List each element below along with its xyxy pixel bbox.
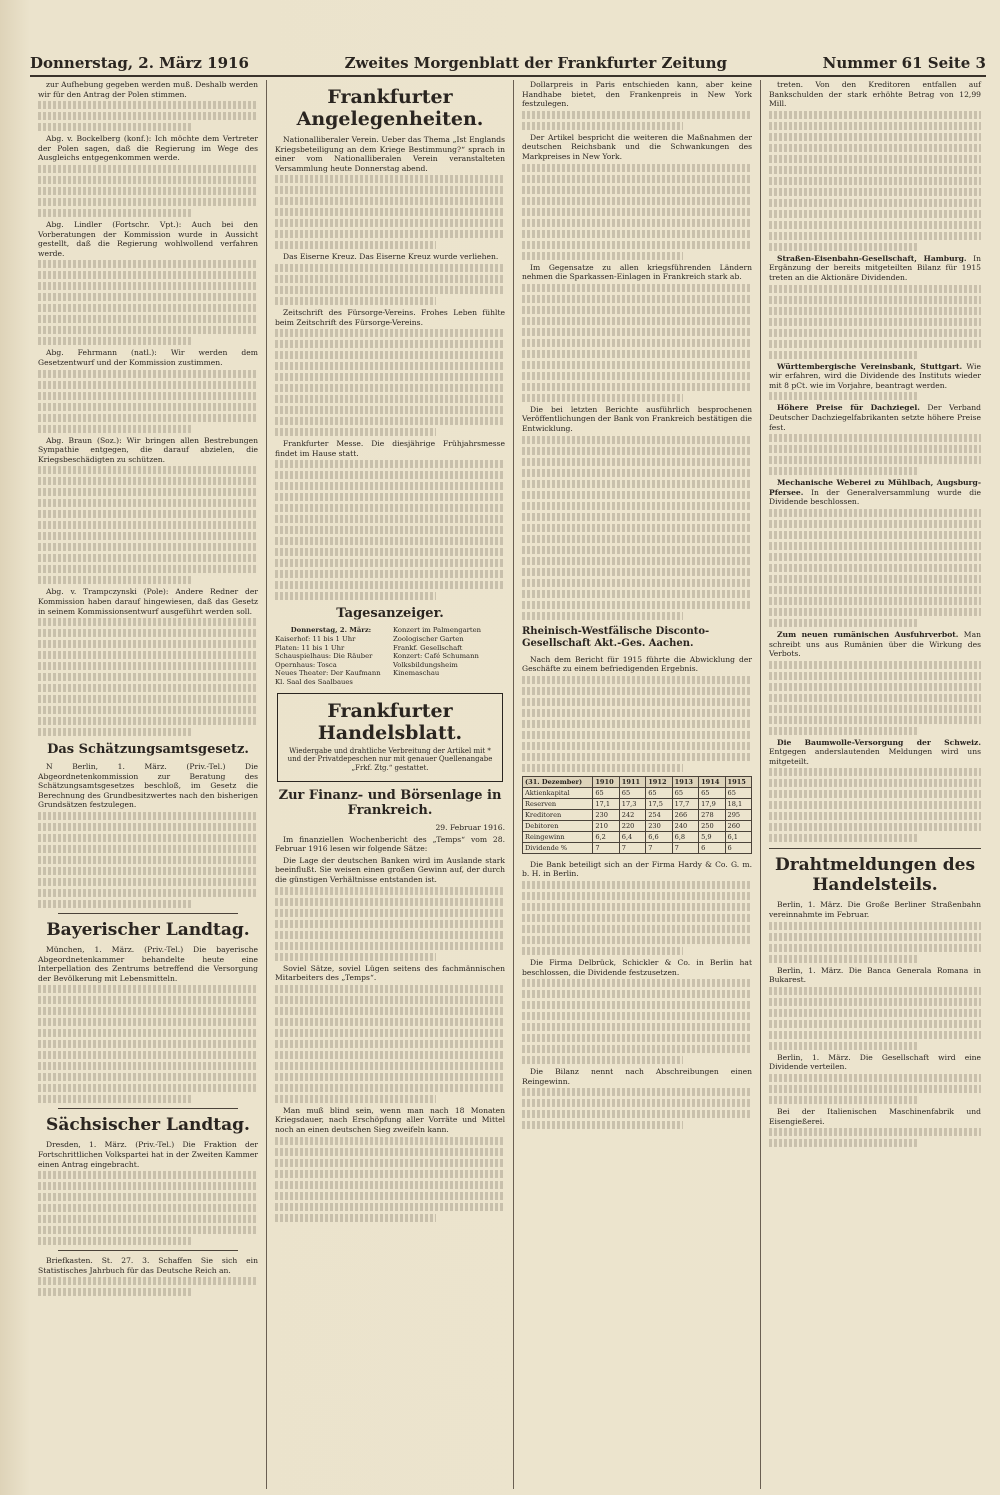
article-text: Abg. Fehrmann (natl.): Wir werden dem Gesetzentwurf und der Kommission zustimmen. <box>38 348 258 367</box>
item-heading: Die Baumwolle-Versorgung der Schweiz. <box>777 737 981 747</box>
table-cell: 230 <box>646 820 672 831</box>
article-text: Im Gegensatze zu allen kriegsführenden Ländern nehmen die Sparkassen-Einlagen in Frankreich stark ab. <box>522 262 752 282</box>
table-cell: 266 <box>672 809 698 820</box>
letterbox-text: Briefkasten. St. 27. 3. Schaffen Sie sich ein Statistisches Jahrbuch für das Deutsche Reich an. <box>38 1256 258 1275</box>
article-text: Abg. v. Bockelberg (konf.): Ich möchte dem Vertreter der Polen sagen, daß die Regierung im Wege des Ausgleichs entgegenkommen werde. <box>38 134 258 163</box>
listing-item: Konzert: Café Schumann <box>393 652 479 661</box>
table-header: 1914 <box>699 776 725 787</box>
table-cell: Reingewinn <box>523 831 593 842</box>
article-text: Im finanziellen Wochenbericht des „Temps“ vom 28. Februar 1916 lesen wir folgende Sätze: <box>275 834 505 854</box>
table-cell: Aktienkapital <box>523 787 593 798</box>
table-cell: 65 <box>646 787 672 798</box>
section-heading: Das Schätzungsamtsgesetz. <box>47 742 249 758</box>
table-row <box>523 798 752 809</box>
section-heading: Tagesanzeiger. <box>336 606 444 622</box>
article-text: Dollarpreis in Paris entschieden kann, aber keine Handhabe bietet, den Frankenpreis in New York festzulegen. <box>522 80 752 109</box>
table-cell: 65 <box>725 787 751 798</box>
item-heading: Straßen-Eisenbahn-Gesellschaft, Hamburg. <box>777 253 967 263</box>
section-heading: Sächsischer Landtag. <box>46 1115 250 1136</box>
table-row <box>523 820 752 831</box>
table-cell: 6 <box>699 842 725 853</box>
item-heading: Württembergische Vereinsbank, Stuttgart. <box>777 361 963 371</box>
handelsblatt-box <box>277 693 503 783</box>
wire-text: Berlin, 1. März. Die Banca Generala Romana in Bukarest. <box>769 965 981 985</box>
table-cell: 220 <box>619 820 645 831</box>
masthead-title: Zweites Morgenblatt der Frankfurter Zeitung <box>344 54 727 72</box>
table-cell: 65 <box>672 787 698 798</box>
section-heading: Drahtmeldungen des Handelsteils. <box>774 855 976 896</box>
table-header-row <box>523 776 752 787</box>
dateline: 29. Februar 1916. <box>435 823 505 832</box>
article-text: Die Bank beteiligt sich an der Firma Hardy & Co. G. m. b. H. in Berlin. <box>522 859 752 879</box>
article-text: Die Lage der deutschen Banken wird im Auslande stark beeinflußt. Sie weisen einen großen Gewinn auf, der durch die günstigen Verhältnisse entstanden ist. <box>275 855 505 884</box>
listing-item: Neues Theater: Der Kaufmann <box>275 669 381 678</box>
table-cell: 17,1 <box>593 798 619 809</box>
table-cell: 17,7 <box>672 798 698 809</box>
table-cell: 6,2 <box>593 831 619 842</box>
table-cell: 65 <box>619 787 645 798</box>
table-cell: 6,6 <box>646 831 672 842</box>
item-heading: Höhere Preise für Dachziegel. <box>777 403 920 413</box>
table-cell: Reserven <box>523 798 593 809</box>
table-cell: 17,9 <box>699 798 725 809</box>
article-text: Soviel Sätze, soviel Lügen seitens des fachmännischen Mitarbeiters des „Temps“. <box>275 963 505 983</box>
article-text: München, 1. März. (Priv.-Tel.) Die bayerische Abgeordnetenkammer behandelte heute eine Interpellation des Zentrums betreffend die Versorgung der Bevölkerung mit Lebensmitteln. <box>38 945 258 983</box>
theater-left <box>275 626 387 686</box>
table-cell: 260 <box>725 820 751 831</box>
table-cell: 65 <box>699 787 725 798</box>
listing-item: Zoologischer Garten <box>393 634 464 643</box>
table-header: 1912 <box>646 776 672 787</box>
article-text: Zeitschrift des Fürsorge-Vereins. Frohes Leben fühlte beim Zeitschrift des Fürsorge-Vereins. <box>275 307 505 327</box>
table-cell: 7 <box>593 842 619 853</box>
item-text: In Ergänzung der bereits mitgeteilten Bilanz für 1915 treten an die Aktionäre Dividenden. <box>769 253 981 282</box>
column-4 <box>761 80 989 1489</box>
handelsblatt-title: Frankfurter Handelsblatt. <box>317 699 463 744</box>
item-text: Entgegen anderslautenden Meldungen wird uns mitgeteilt. <box>769 747 981 766</box>
article-text: Dresden, 1. März. (Priv.-Tel.) Die Fraktion der Fortschrittlichen Volkspartei hat in der Zweiten Kammer einen Antrag eingebracht. <box>38 1140 258 1169</box>
wire-text: Berlin, 1. März. Die Große Berliner Straßenbahn vereinnahmte im Februar. <box>769 900 981 920</box>
listing-item: Kinemaschau <box>393 669 440 678</box>
article-text: Die Bilanz nennt nach Abschreibungen einen Reingewinn. <box>522 1067 752 1086</box>
table-cell: 65 <box>593 787 619 798</box>
table-cell: 17,5 <box>646 798 672 809</box>
table-header: 1911 <box>619 776 645 787</box>
article-text: Die bei letzten Berichte ausführlich besprochenen Veröffentlichungen der Bank von Frankreich bestätigen die Entwicklung. <box>522 404 752 433</box>
table-header: (31. Dezember) <box>523 776 593 787</box>
wire-text: Berlin, 1. März. Die Gesellschaft wird eine Dividende verteilen. <box>769 1052 981 1072</box>
table-cell: 295 <box>725 809 751 820</box>
article-text: N Berlin, 1. März. (Priv.-Tel.) Die Abgeordnetenkommission zur Beratung des Schätzungsamtsgesetzes beschloß, im Gesetz die Berechnung des Grundbesitzwertes nach den bisherigen Grundsätzen festzulegen. <box>38 762 258 810</box>
table-row <box>523 831 752 842</box>
table-cell: 7 <box>646 842 672 853</box>
table-cell: 7 <box>672 842 698 853</box>
item-text: Man schreibt uns aus Rumänien über die Wirkung des Verbots. <box>769 629 981 659</box>
item-heading: Zum neuen rumänischen Ausfuhrverbot. <box>777 629 959 639</box>
table-cell: 6,8 <box>672 831 698 842</box>
article-text: Abg. Braun (Soz.): Wir bringen allen Bestrebungen Sympathie entgegen, die darauf abzielen, die Kriegsbeschädigten zu schützen. <box>38 435 258 464</box>
table-cell: 230 <box>593 809 619 820</box>
section-heading: Zur Finanz- und Börsenlage in Frankreich. <box>278 788 502 818</box>
listing-item: Kl. Saal des Saalbaues <box>275 677 353 686</box>
listing-item: Schauspielhaus: Die Räuber <box>275 652 373 661</box>
section-heading: Rheinisch-Westfälische Disconto-Gesellschaft Akt.-Ges. Aachen. <box>522 625 710 649</box>
column-2 <box>267 80 514 1489</box>
table-header: 1910 <box>593 776 619 787</box>
table-header: 1913 <box>672 776 698 787</box>
theater-date: Donnerstag, 2. März: <box>290 626 372 635</box>
article-text: Nationalliberaler Verein. Ueber das Thema „Ist Englands Kriegsbeteiligung an dem Kriege Bestimmung?“ sprach in einer vom Nationalliberalen Verein veranstalteten Versammlung heute Donnerstag abend. <box>275 135 505 173</box>
article-text: Frankfurter Messe. Die diesjährige Frühjahrsmesse findet im Hause statt. <box>275 439 505 458</box>
listing-item: Konzert im Palmengarten <box>393 626 482 635</box>
section-heading: Bayerischer Landtag. <box>46 920 250 941</box>
column-3 <box>514 80 761 1489</box>
table-cell: 5,9 <box>699 831 725 842</box>
item-heading: Mechanische Weberei zu Mühlbach, Augsburg-Pfersee. <box>769 478 981 497</box>
section-heading: Frankfurter Angelegenheiten. <box>296 86 484 130</box>
table-row <box>523 787 752 798</box>
table-cell: 6,4 <box>619 831 645 842</box>
article-text: treten. Von den Kreditoren entfallen auf Bankschulden der stark erhöhte Betrag von 12,99 Mill. <box>769 80 981 109</box>
table-cell: 278 <box>699 809 725 820</box>
article-text: Nach dem Bericht für 1915 führte die Abwicklung der Geschäfte zu einem befriedigenden Ergebnis. <box>522 654 752 674</box>
listing-item: Kaiserhof: 11 bis 1 Uhr <box>275 634 356 643</box>
article-text: Man muß blind sein, wenn man nach 18 Monaten Kriegsdauer, nach Erschöpfung aller Vorräte und Mittel noch an einen deutschen Sieg zweifeln kann. <box>275 1105 505 1134</box>
column-1 <box>30 80 267 1489</box>
wire-text: Bei der Italienischen Maschinenfabrik und Eisengießerei. <box>769 1107 981 1126</box>
table-row <box>523 809 752 820</box>
item-text: Der Verband Deutscher Dachziegelfabrikanten setzte höhere Preise fest. <box>769 403 981 432</box>
article-text: zur Aufhebung gegeben werden muß. Deshalb werden wir für den Antrag der Polen stimmen. <box>38 80 258 99</box>
table-cell: 242 <box>619 809 645 820</box>
masthead-date: Donnerstag, 2. März 1916 <box>30 54 249 72</box>
item-text: Wie wir erfahren, wird die Dividende des Instituts wieder mit 8 pCt. wie im Vorjahre, beantragt werden. <box>769 361 981 390</box>
article-text: Das Eiserne Kreuz. Das Eiserne Kreuz wurde verliehen. <box>283 252 499 262</box>
handelsblatt-notice: Wiedergabe und drahtliche Verbreitung der Artikel mit * und der Privatdepeschen nur mit genauer Quellenangabe „Frkf. Ztg.“ gestattet. <box>287 746 493 772</box>
table-cell: 6,1 <box>725 831 751 842</box>
listing-item: Volksbildungsheim <box>393 660 458 669</box>
article-text: Der Artikel bespricht die weiteren die Maßnahmen der deutschen Reichsbank und die Schwankungen des Markpreises in New York. <box>522 132 752 161</box>
table-cell: Kreditoren <box>523 809 593 820</box>
table-cell: Dividende % <box>523 842 593 853</box>
table-cell: Debitoren <box>523 820 593 831</box>
financial-table <box>522 776 752 854</box>
table-row <box>523 842 752 853</box>
table-header: 1915 <box>725 776 751 787</box>
table-cell: 210 <box>593 820 619 831</box>
article-text: Abg. v. Trampczynski (Pole): Andere Redner der Kommission haben darauf hingewiesen, daß das Gesetz in seinem Kommissionsentwurf ausgeführt werden soll. <box>38 587 258 616</box>
listing-item: Frankf. Gesellschaft <box>393 643 463 652</box>
item-text: In der Generalversammlung wurde die Dividende beschlossen. <box>769 487 981 507</box>
theater-listing <box>275 626 505 686</box>
table-cell: 7 <box>619 842 645 853</box>
masthead <box>30 48 986 77</box>
table-cell: 250 <box>699 820 725 831</box>
article-text: Abg. Lindler (Fortschr. Vpt.): Auch bei den Vorberatungen der Kommission wurde in Aussicht gestellt, daß die Regierung wohlwollend verfahren werde. <box>38 219 258 258</box>
listing-item: Platen: 11 bis 1 Uhr <box>275 643 345 652</box>
listing-item: Opernhaus: Tosca <box>275 660 337 669</box>
columns <box>30 80 986 1489</box>
table-cell: 6 <box>725 842 751 853</box>
table-cell: 240 <box>672 820 698 831</box>
masthead-page: Nummer 61 Seite 3 <box>822 54 986 72</box>
theater-right <box>393 626 505 686</box>
table-cell: 254 <box>646 809 672 820</box>
article-text: Die Firma Delbrück, Schickler & Co. in Berlin hat beschlossen, die Dividende festzusetzen. <box>522 957 752 977</box>
table-cell: 17,3 <box>619 798 645 809</box>
table-body <box>523 787 752 853</box>
table-cell: 18,1 <box>725 798 751 809</box>
